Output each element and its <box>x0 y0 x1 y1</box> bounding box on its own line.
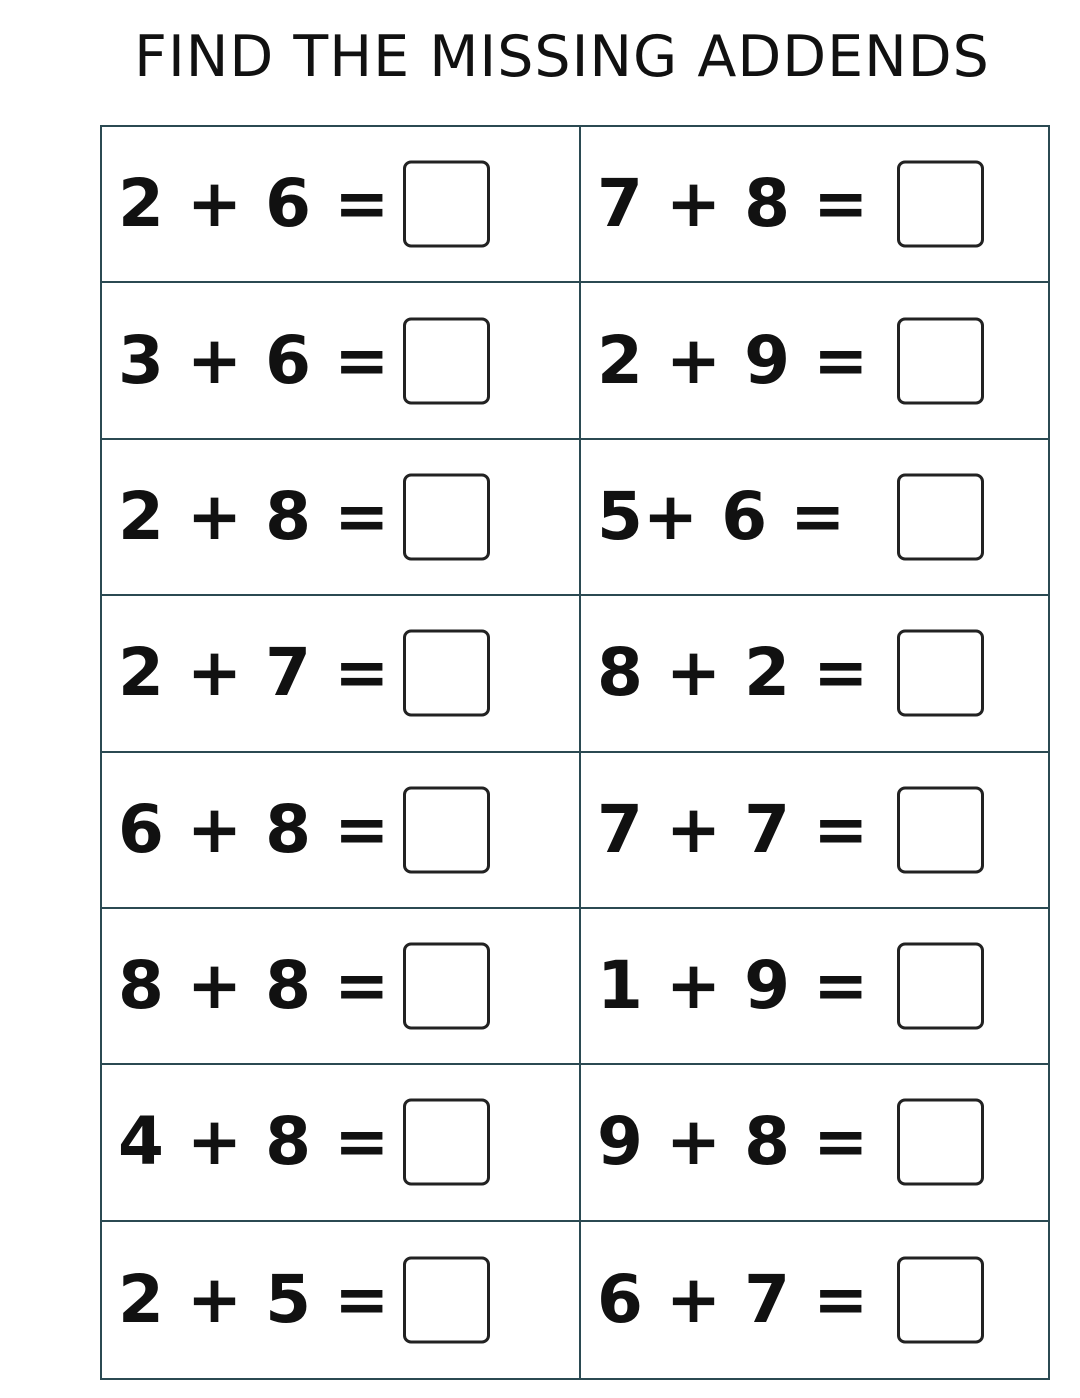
answer-box[interactable] <box>403 943 490 1030</box>
equation-text: 7 + 7 = <box>597 790 869 868</box>
equation-text: 4 + 8 = <box>118 1103 390 1181</box>
equation-text: 9 + 8 = <box>597 1103 869 1181</box>
equation-text: 7 + 8 = <box>597 165 869 243</box>
problem-cell <box>102 909 581 1065</box>
answer-box[interactable] <box>897 473 984 560</box>
equation-text: 8 + 2 = <box>597 634 869 712</box>
equation-text: 2 + 5 = <box>118 1260 390 1338</box>
answer-box[interactable] <box>403 1099 490 1186</box>
equation-text: 6 + 7 = <box>597 1260 869 1338</box>
problem-cell <box>102 283 581 439</box>
answer-box[interactable] <box>897 161 984 248</box>
problem-grid <box>100 125 1050 1380</box>
answer-box[interactable] <box>403 1256 490 1343</box>
answer-box[interactable] <box>403 630 490 717</box>
equation-text: 2 + 8 = <box>118 477 390 555</box>
equation-text: 5+ 6 = <box>597 477 846 555</box>
answer-box[interactable] <box>897 630 984 717</box>
equation-text: 1 + 9 = <box>597 947 869 1025</box>
answer-box[interactable] <box>897 943 984 1030</box>
problem-cell <box>102 1222 581 1378</box>
problem-cell <box>102 127 581 283</box>
problem-cell <box>581 1222 1048 1378</box>
answer-box[interactable] <box>403 317 490 404</box>
problem-cell <box>581 909 1048 1065</box>
answer-box[interactable] <box>897 317 984 404</box>
problem-cell <box>581 283 1048 439</box>
answer-box[interactable] <box>403 161 490 248</box>
problem-cell <box>102 1065 581 1221</box>
equation-text: 2 + 7 = <box>118 634 390 712</box>
problem-cell <box>581 440 1048 596</box>
answer-box[interactable] <box>403 473 490 560</box>
problem-cell <box>581 753 1048 909</box>
answer-box[interactable] <box>403 786 490 873</box>
answer-box[interactable] <box>897 1099 984 1186</box>
problem-cell <box>102 596 581 752</box>
problem-cell <box>581 596 1048 752</box>
equation-text: 8 + 8 = <box>118 947 390 1025</box>
equation-text: 6 + 8 = <box>118 790 390 868</box>
problem-cell <box>581 127 1048 283</box>
equation-text: 2 + 9 = <box>597 321 869 399</box>
answer-box[interactable] <box>897 786 984 873</box>
problem-cell <box>102 753 581 909</box>
equation-text: 2 + 6 = <box>118 165 390 243</box>
equation-text: 3 + 6 = <box>118 321 390 399</box>
answer-box[interactable] <box>897 1256 984 1343</box>
worksheet-title: FIND THE MISSING ADDENDS <box>134 24 990 90</box>
problem-cell <box>581 1065 1048 1221</box>
problem-cell <box>102 440 581 596</box>
